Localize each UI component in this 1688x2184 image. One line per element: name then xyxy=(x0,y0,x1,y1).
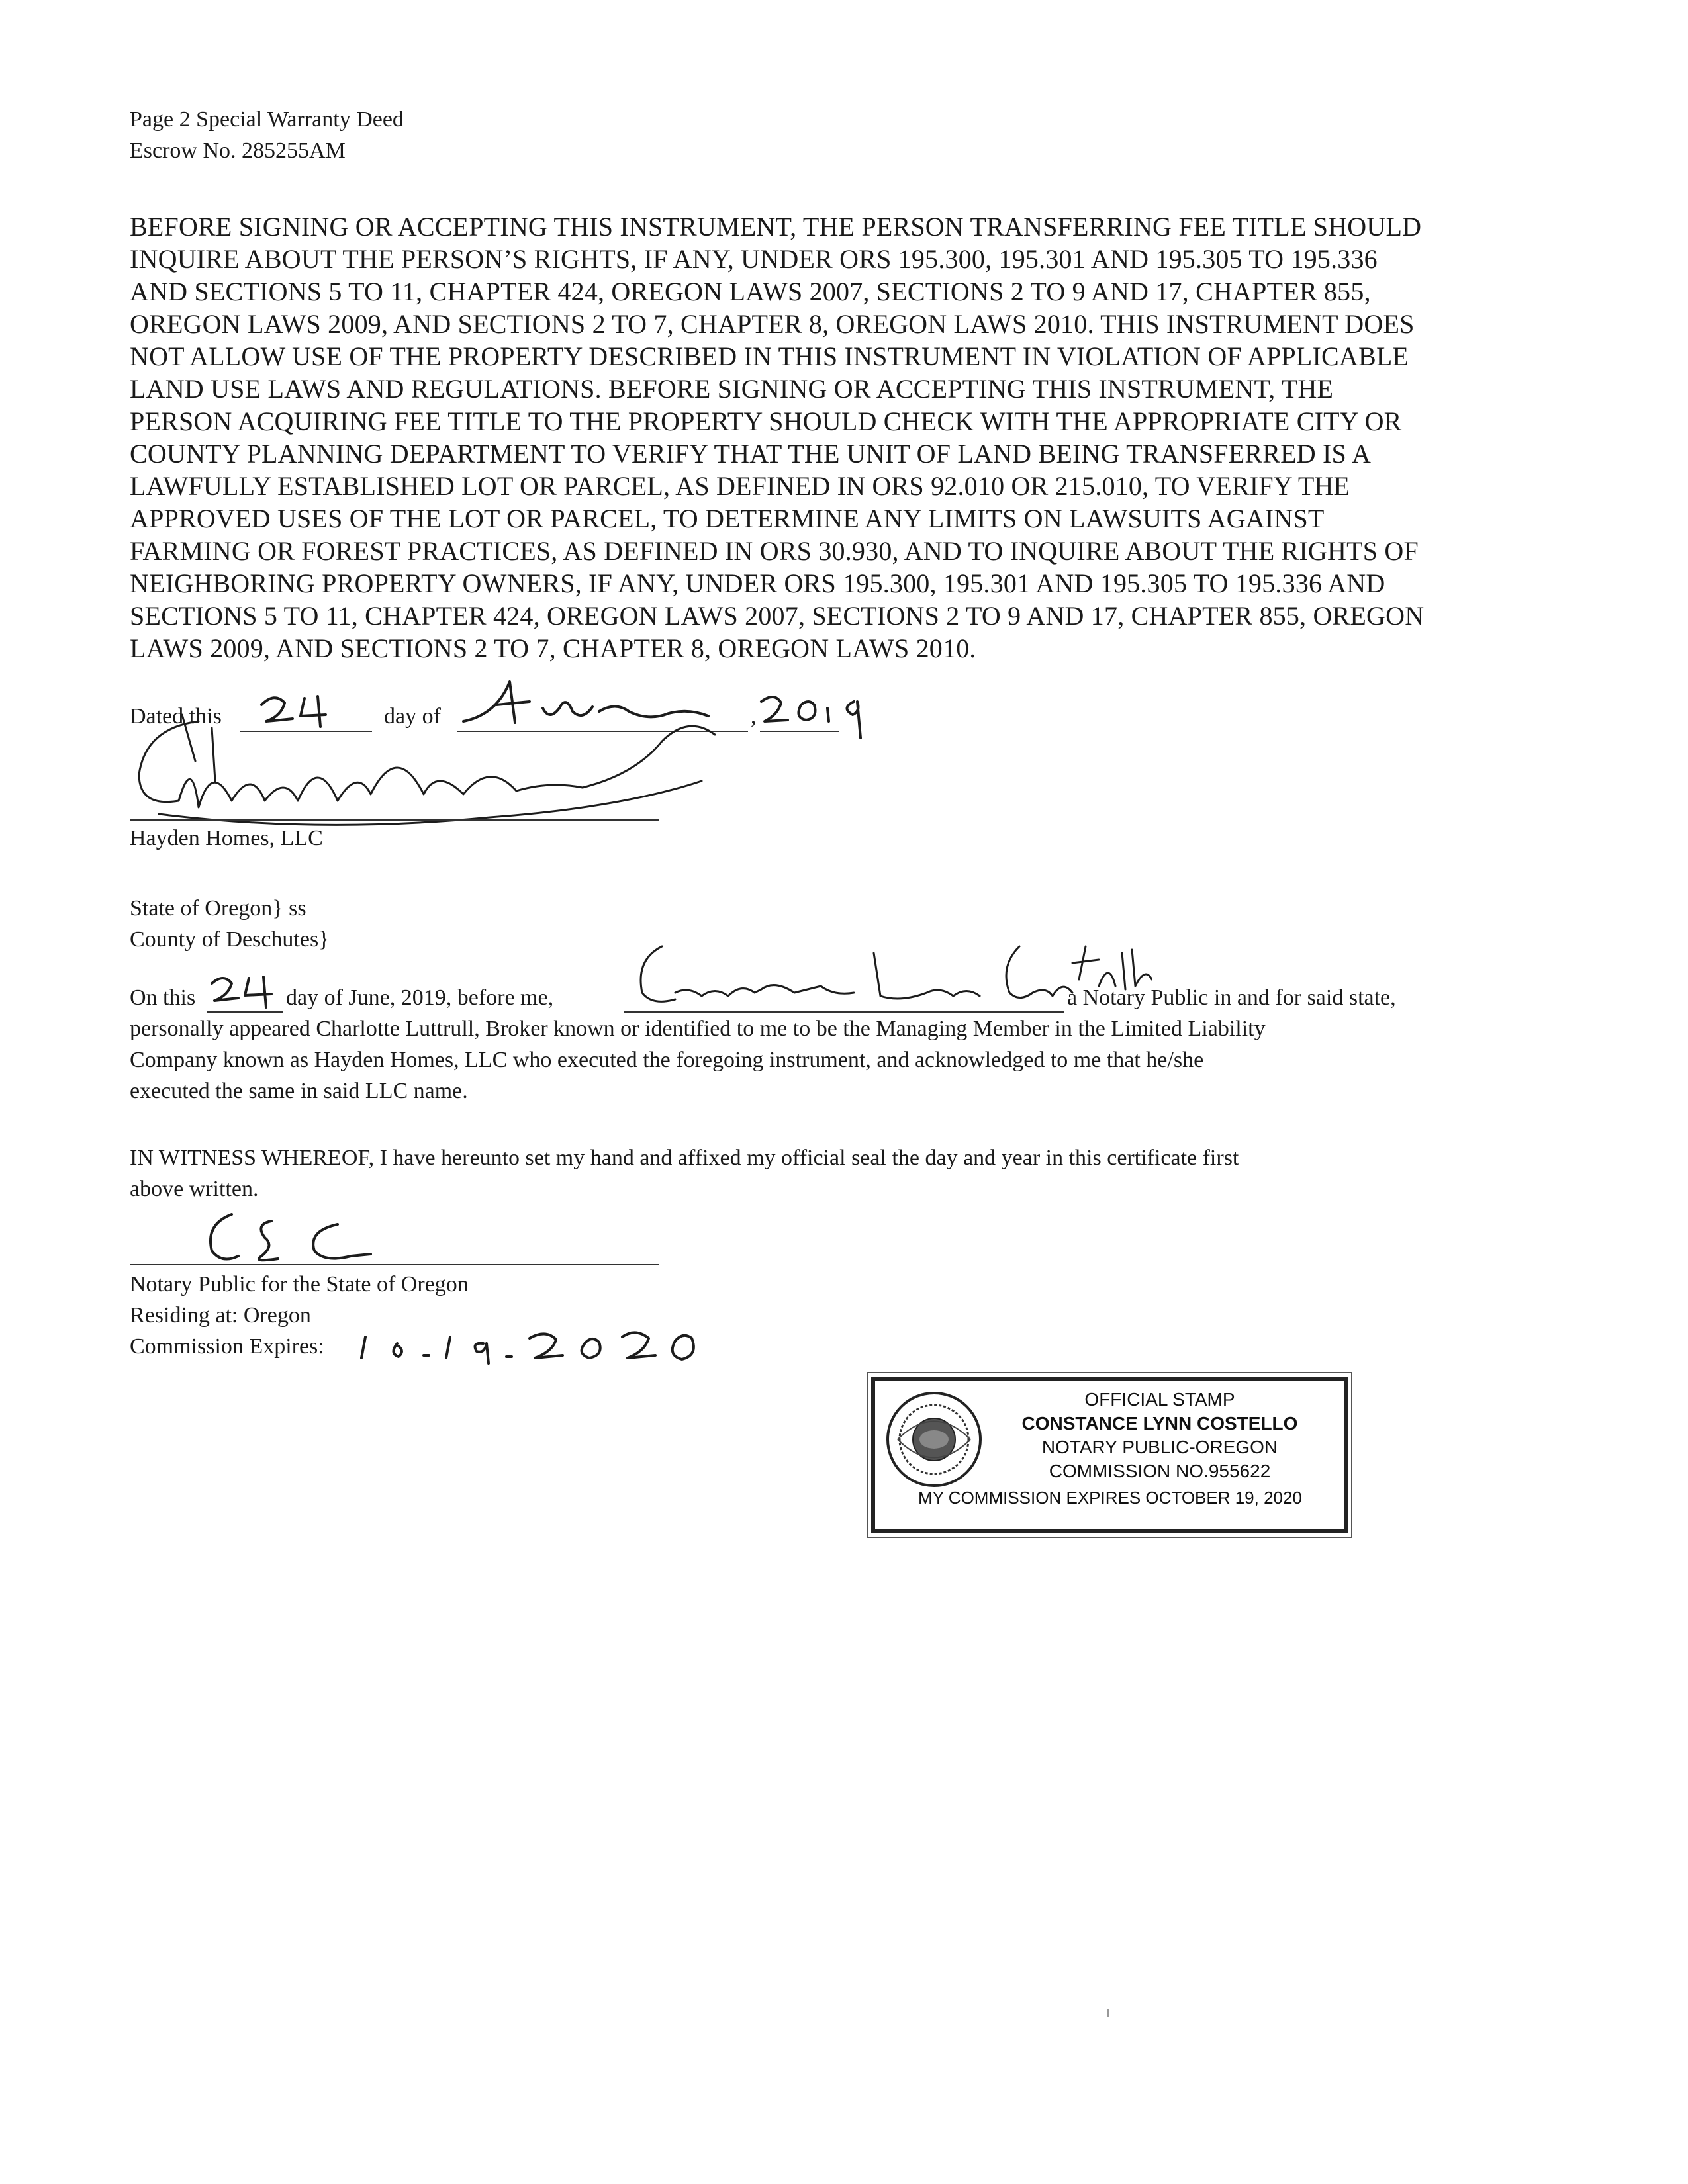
handwritten-year-2019 xyxy=(755,688,887,741)
venue-county: County of Deschutes} xyxy=(130,927,330,952)
notice-line: NOT ALLOW USE OF THE PROPERTY DESCRIBED IN THIS INSTRUMENT IN VIOLATION OF APPLICABLE xyxy=(130,341,1409,371)
stamp-notary-name: CONSTANCE LYNN COSTELLO xyxy=(1021,1413,1298,1433)
notice-line: LAND USE LAWS AND REGULATIONS. BEFORE SIGNING OR ACCEPTING THIS INSTRUMENT, THE xyxy=(130,374,1334,404)
witness-line-1: IN WITNESS WHEREOF, I have hereunto set my hand and affixed my official seal the day and year in this certificate first xyxy=(130,1146,1239,1170)
notary-residing: Residing at: Oregon xyxy=(130,1303,311,1328)
notice-line: AND SECTIONS 5 TO 11, CHAPTER 424, OREGON LAWS 2007, SECTIONS 2 TO 9 AND 17, CHAPTER 855, xyxy=(130,277,1371,306)
grantor-name: Hayden Homes, LLC xyxy=(130,826,323,850)
notice-line: INQUIRE ABOUT THE PERSON’S RIGHTS, IF ANY, UNDER ORS 195.300, 195.301 AND 195.305 TO 195.336 xyxy=(130,244,1378,274)
notice-line: PERSON ACQUIRING FEE TITLE TO THE PROPERTY SHOULD CHECK WITH THE APPROPRIATE CITY OR xyxy=(130,406,1402,436)
notice-line: OREGON LAWS 2009, AND SECTIONS 2 TO 7, CHAPTER 8, OREGON LAWS 2010. THIS INSTRUMENT DOES xyxy=(130,309,1415,339)
ack-line-4: executed the same in said LLC name. xyxy=(130,1079,468,1103)
stamp-expiration: MY COMMISSION EXPIRES OCTOBER 19, 2020 xyxy=(918,1488,1302,1508)
commission-expires-label: Commission Expires: xyxy=(130,1334,324,1359)
notary-signature-initials xyxy=(199,1205,384,1271)
notary-title: Notary Public for the State of Oregon xyxy=(130,1272,469,1297)
dated-day-of-label: day of xyxy=(384,704,441,729)
ack-suffix: a Notary Public in and for said state, xyxy=(1067,985,1396,1010)
scan-speck xyxy=(1107,2009,1109,2017)
notice-line: NEIGHBORING PROPERTY OWNERS, IF ANY, UNDER ORS 195.300, 195.301 AND 195.305 TO 195.336 AND xyxy=(130,569,1385,598)
dated-label: Dated this xyxy=(130,704,222,729)
notary-signature-line xyxy=(130,1264,659,1265)
notice-line: LAWFULLY ESTABLISHED LOT OR PARCEL, AS DEFINED IN ORS 92.010 OR 215.010, TO VERIFY THE xyxy=(130,471,1350,501)
venue-state: State of Oregon} ss xyxy=(130,896,306,921)
handwritten-ack-day-24 xyxy=(205,970,285,1011)
grantor-signature-line xyxy=(130,819,659,821)
notice-line: COUNTY PLANNING DEPARTMENT TO VERIFY THAT THE UNIT OF LAND BEING TRANSFERRED IS A xyxy=(130,439,1372,469)
notice-line: LAWS 2009, AND SECTIONS 2 TO 7, CHAPTER 8, OREGON LAWS 2010. xyxy=(130,633,976,663)
notice-line: SECTIONS 5 TO 11, CHAPTER 424, OREGON LAWS 2007, SECTIONS 2 TO 9 AND 17, CHAPTER 855, OREGON xyxy=(130,601,1425,631)
ack-line-3: Company known as Hayden Homes, LLC who executed the foregoing instrument, and acknowledged to me that he/she xyxy=(130,1048,1204,1072)
stamp-heading: OFFICIAL STAMP xyxy=(1084,1389,1235,1410)
ack-prefix: On this xyxy=(130,985,196,1010)
notice-line: FARMING OR FOREST PRACTICES, AS DEFINED IN ORS 30.930, AND TO INQUIRE ABOUT THE RIGHTS OF xyxy=(130,536,1419,566)
witness-line-2: above written. xyxy=(130,1177,259,1201)
oregon-state-seal xyxy=(884,1390,984,1489)
official-notary-stamp xyxy=(871,1377,1348,1533)
grantor-signature xyxy=(119,702,728,834)
notice-line: APPROVED USES OF THE LOT OR PARCEL, TO DETERMINE ANY LIMITS ON LAWSUITS AGAINST xyxy=(130,504,1325,533)
handwritten-commission-expiry xyxy=(357,1317,728,1370)
dated-comma: , xyxy=(751,704,757,729)
ack-day-line xyxy=(207,1011,283,1013)
escrow-number: Escrow No. 285255AM xyxy=(130,138,346,163)
ack-middle: day of June, 2019, before me, xyxy=(286,985,554,1010)
ack-line-2: personally appeared Charlotte Luttrull, Broker known or identified to me to be the Managing Member in the Limited Liability xyxy=(130,1017,1266,1041)
stamp-commission-number: COMMISSION NO.955622 xyxy=(1049,1461,1271,1481)
stamp-notary-public: NOTARY PUBLIC-OREGON xyxy=(1041,1437,1278,1457)
page-header-title: Page 2 Special Warranty Deed xyxy=(130,107,404,132)
notice-line: BEFORE SIGNING OR ACCEPTING THIS INSTRUMENT, THE PERSON TRANSFERRING FEE TITLE SHOULD xyxy=(130,212,1422,242)
